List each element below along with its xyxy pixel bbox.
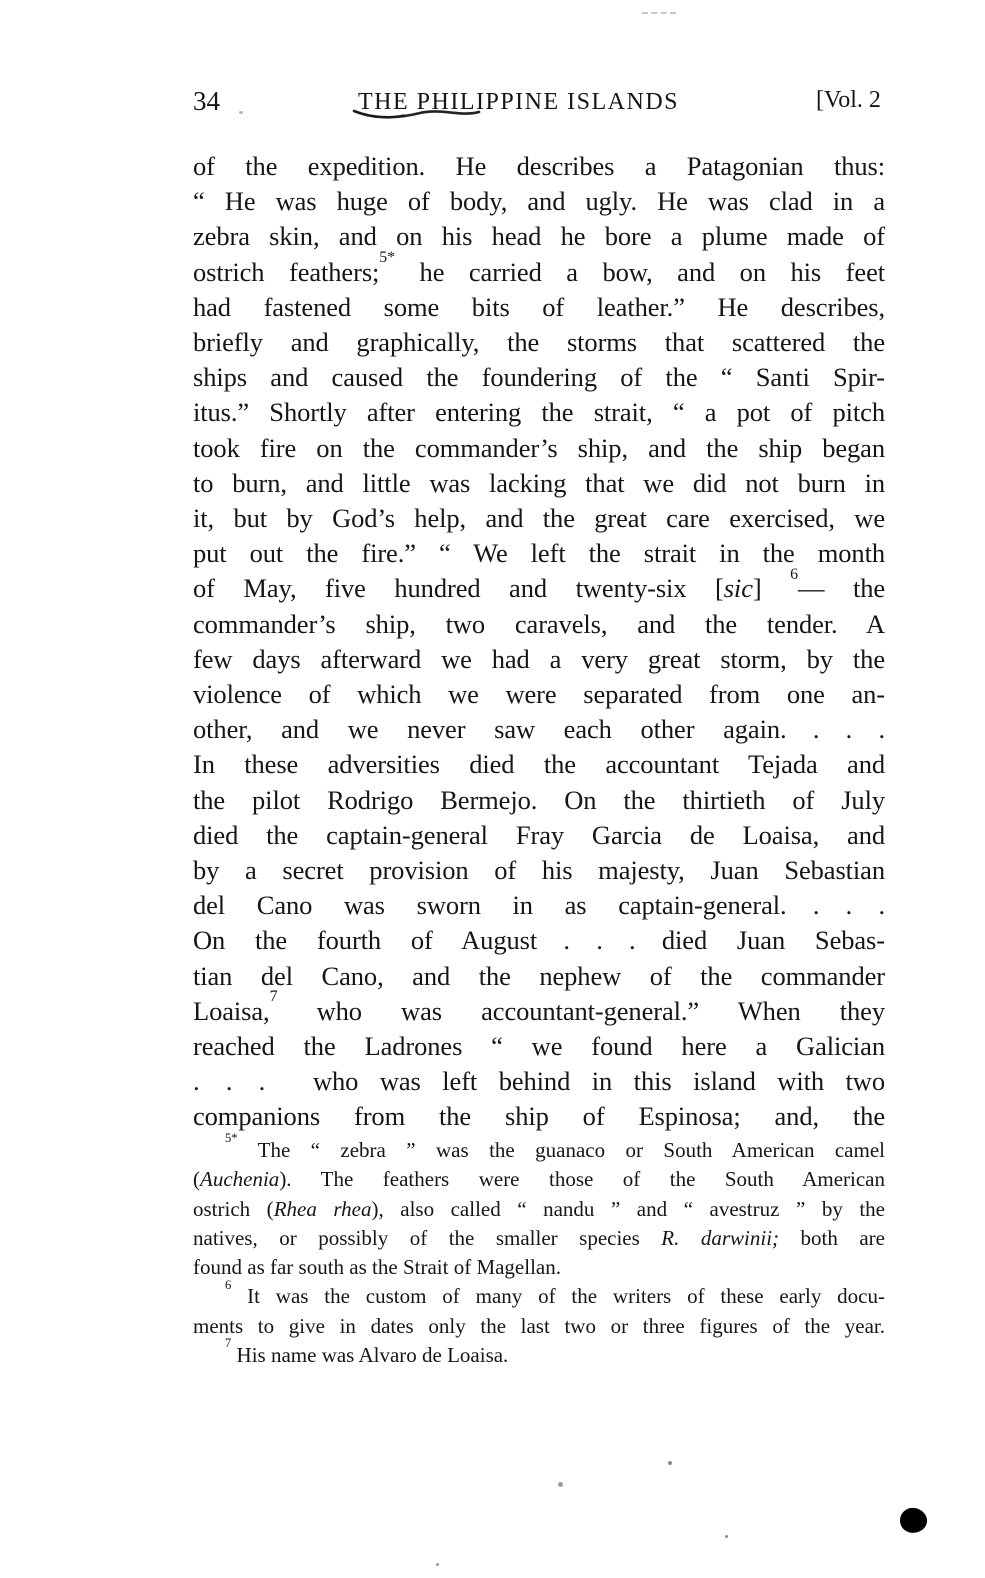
italic-text: sic bbox=[723, 573, 753, 604]
body-line bbox=[193, 888, 885, 923]
body-line bbox=[193, 959, 885, 994]
text-run: found as far south as the Strait of Magellan. bbox=[193, 1255, 561, 1280]
page-number: 34 bbox=[193, 86, 220, 116]
footnote-line bbox=[193, 1224, 885, 1253]
text-run: natives, or possibly of the smaller species bbox=[193, 1225, 662, 1250]
text-run: died the captain-general Fray Garcia de Loaisa, and bbox=[193, 819, 885, 850]
body-line bbox=[193, 607, 885, 642]
italic-text: Rhea rhea bbox=[273, 1196, 372, 1221]
text-run: by a secret provision of his majesty, Juan Sebastian bbox=[193, 855, 885, 886]
body-line bbox=[193, 249, 885, 290]
body-line bbox=[193, 783, 885, 818]
footnote-line bbox=[193, 1277, 885, 1311]
body-line bbox=[193, 747, 885, 782]
text-run: ( bbox=[193, 1167, 200, 1192]
text-run: On the fourth of August . . . died Juan Sebas- bbox=[193, 925, 885, 956]
text-run: — the bbox=[798, 573, 886, 604]
footnote-marker: 7 bbox=[225, 1336, 232, 1351]
text-run: of May, five hundred and twenty-six [ bbox=[193, 573, 724, 604]
running-title: THE PHILIPPINE ISLANDS bbox=[358, 89, 679, 115]
footnote-line bbox=[193, 1336, 885, 1370]
body-line bbox=[193, 923, 885, 958]
footnote-marker: 5* bbox=[225, 1131, 238, 1146]
text-run: of the expedition. He describes a Patagonian thus: bbox=[193, 151, 885, 181]
body-line bbox=[193, 988, 885, 1029]
text-run: zebra skin, and on his head he bore a plume made of bbox=[193, 221, 885, 252]
scan-speck bbox=[668, 1461, 672, 1465]
scan-speck bbox=[436, 1563, 439, 1566]
text-run: “ He was huge of body, and ugly. He was clad in a bbox=[193, 186, 885, 217]
body-line bbox=[193, 395, 885, 430]
text-run: companions from the ship of Espinosa; and, the bbox=[193, 1101, 885, 1132]
ink-blot bbox=[898, 1505, 930, 1535]
text-run: took fire on the commander’s ship, and the ship began bbox=[193, 432, 885, 463]
text-run: the pilot Rodrigo Bermejo. On the thirtieth of July bbox=[193, 784, 885, 815]
body-line bbox=[193, 325, 885, 360]
body-line bbox=[193, 290, 885, 325]
volume-label: [Vol. 2 bbox=[816, 87, 881, 113]
footnotes bbox=[193, 1131, 886, 1370]
body-line bbox=[193, 712, 885, 747]
text-run: ships and caused the foundering of the “ Santi Spir- bbox=[193, 362, 885, 393]
body-line bbox=[193, 1099, 885, 1134]
body-line bbox=[193, 360, 885, 395]
text-run: commander’s ship, two caravels, and the tender. A bbox=[193, 608, 885, 639]
body-line bbox=[193, 431, 885, 466]
footnote-marker: 6 bbox=[790, 565, 798, 583]
body-line bbox=[193, 1064, 885, 1099]
scan-speck bbox=[239, 111, 243, 114]
body-line bbox=[193, 677, 885, 712]
body-line bbox=[193, 184, 885, 219]
italic-text: R. darwinii; bbox=[661, 1225, 780, 1250]
footnote-marker: 6 bbox=[225, 1277, 232, 1292]
text-run: del Cano was sworn in as captain-general. . . . bbox=[193, 890, 885, 921]
faint-dash bbox=[642, 12, 676, 14]
text-run: who was accountant-general.” When they bbox=[277, 995, 885, 1026]
text-run: other, and we never saw each other again. . . . bbox=[193, 714, 885, 745]
text-run: In these adversities died the accountant Tejada and bbox=[193, 749, 885, 780]
scan-speck bbox=[558, 1482, 563, 1487]
text-run: few days afterward we had a very great storm, by the bbox=[193, 643, 885, 674]
body-line bbox=[193, 853, 885, 888]
text-run: ostrich feathers; bbox=[193, 256, 380, 287]
text-run: ] bbox=[752, 573, 791, 604]
footnote-line bbox=[193, 1312, 885, 1341]
footnote-line bbox=[193, 1165, 885, 1194]
text-run: both are bbox=[779, 1225, 885, 1250]
italic-text: Auchenia bbox=[200, 1167, 280, 1192]
text-run: ments to give in dates only the last two or three figures of the year. bbox=[193, 1313, 885, 1338]
body-line bbox=[193, 536, 885, 571]
text-run: ), also called “ nandu ” and “ avestruz ” by the bbox=[371, 1196, 886, 1221]
body-line bbox=[193, 149, 885, 184]
body-line bbox=[193, 818, 885, 853]
body-line bbox=[193, 501, 885, 536]
text-run: reached the Ladrones “ we found here a Galician bbox=[193, 1031, 885, 1062]
text-run: put out the fire.” “ We left the strait in the month bbox=[193, 538, 885, 569]
body-line bbox=[193, 642, 885, 677]
body-line bbox=[193, 466, 885, 501]
body-line bbox=[193, 1029, 885, 1064]
body-line bbox=[193, 565, 886, 606]
text-run: violence of which we were separated from one an- bbox=[193, 679, 885, 710]
text-run: It was the custom of many of the writers of these early docu- bbox=[231, 1284, 885, 1309]
text-run: Loaisa, bbox=[193, 995, 270, 1026]
text-run: briefly and graphically, the storms that scattered the bbox=[193, 327, 885, 358]
footnote-line bbox=[193, 1195, 885, 1224]
footnote-line bbox=[193, 1131, 885, 1165]
text-run: had fastened some bits of leather.” He describes, bbox=[193, 291, 885, 322]
text-run: The “ zebra ” was the guanaco or South American camel bbox=[237, 1138, 885, 1162]
footnote-marker: 7 bbox=[269, 988, 278, 1006]
body-text bbox=[193, 149, 885, 1135]
body-line bbox=[193, 219, 885, 254]
text-run: itus.” Shortly after entering the strait, “ a pot of pitch bbox=[193, 397, 885, 428]
text-run: His name was Alvaro de Loaisa. bbox=[231, 1343, 509, 1368]
text-run: to burn, and little was lacking that we did not burn in bbox=[193, 467, 885, 498]
text-run: . . . who was left behind in this island with two bbox=[193, 1066, 885, 1097]
text-run: ostrich ( bbox=[193, 1196, 274, 1221]
footnote-marker: 5* bbox=[379, 249, 395, 267]
text-run: he carried a bow, and on his feet bbox=[395, 256, 885, 287]
scan-speck bbox=[725, 1535, 728, 1538]
footnote-line bbox=[193, 1253, 885, 1282]
text-run: it, but by God’s help, and the great care exercised, we bbox=[193, 503, 885, 534]
text-run: ). The feathers were those of the South American bbox=[279, 1167, 885, 1192]
text-run: tian del Cano, and the nephew of the commander bbox=[193, 960, 885, 991]
